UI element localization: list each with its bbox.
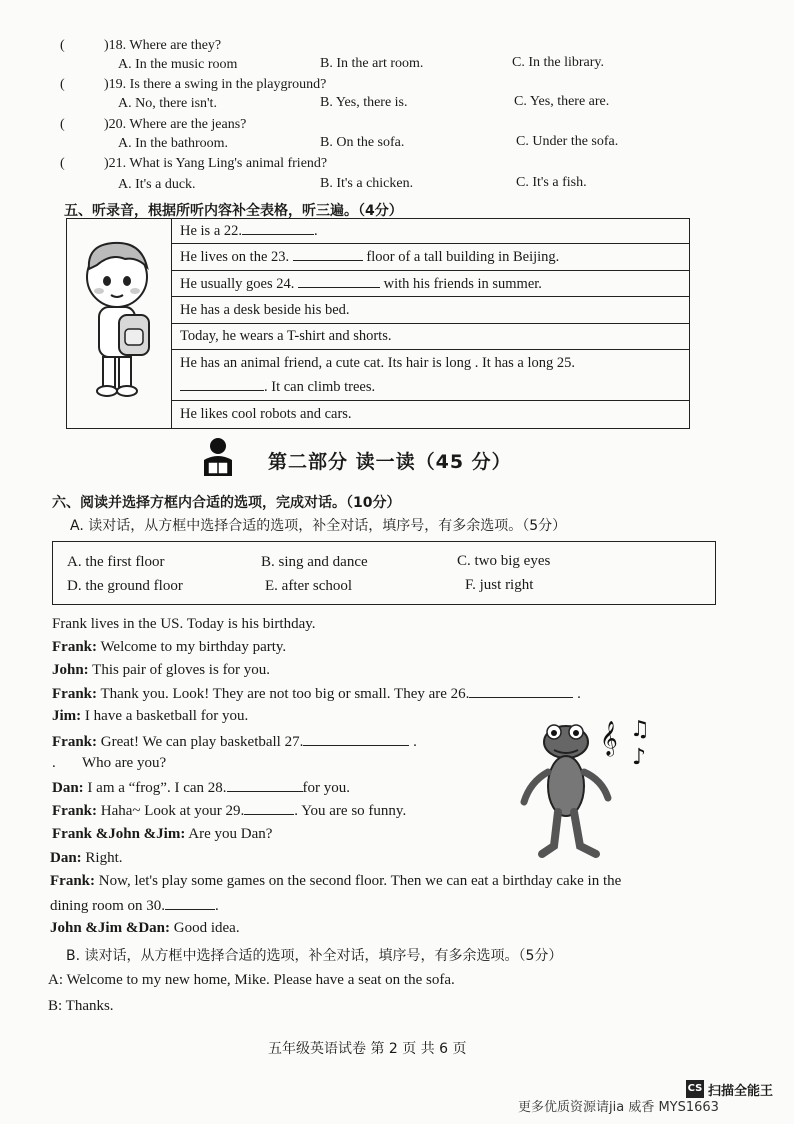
option-item: F. just right xyxy=(465,577,534,593)
option-b: B. It's a chicken. xyxy=(320,176,414,191)
dialogue-line xyxy=(50,873,621,890)
line-text: I have a basketball for you. xyxy=(81,708,249,724)
answer-blank[interactable] xyxy=(303,733,409,746)
resource-note: 更多优质资源请jia 威香 MYS1663 xyxy=(518,1100,719,1115)
dialogue-line xyxy=(50,850,123,867)
option-a: A. It's a duck. xyxy=(118,177,196,192)
speaker: John: xyxy=(52,662,89,678)
speaker: Dan: xyxy=(52,780,84,796)
speaker: Frank: xyxy=(52,639,97,655)
line-text: Now, let's play some games on the second floor. Then we can eat a birthday cake in the xyxy=(95,873,622,889)
scanner-label: 扫描全能王 xyxy=(708,1084,774,1099)
svg-text:♫: ♫ xyxy=(630,717,650,742)
row-text: Today, he wears a T-shirt and shorts. xyxy=(180,328,392,345)
dialogue-line xyxy=(52,826,272,843)
part2-title: 第二部分 读一读（45 分） xyxy=(268,451,512,473)
table-row xyxy=(172,323,690,350)
option-item: B. sing and dance xyxy=(261,554,368,570)
question-stem: )18. Where are they? xyxy=(104,38,222,53)
answer-blank[interactable] xyxy=(293,248,363,261)
svg-text:♪: ♪ xyxy=(632,745,647,770)
row-text: He usually goes 24. xyxy=(180,275,295,292)
line-text: Good idea. xyxy=(170,920,240,936)
line-text: Great! We can play basketball 27. xyxy=(97,734,304,750)
dialogue-line xyxy=(52,662,270,679)
table-row xyxy=(172,401,690,429)
option-a: A. No, there isn't. xyxy=(118,96,217,111)
dialogue-line: Frank: Thank you. Look! They are not too big or small. They are 26. . xyxy=(52,686,581,702)
dialogue-line xyxy=(52,802,406,820)
svg-text:𝄞: 𝄞 xyxy=(600,721,618,756)
table-row xyxy=(172,350,690,401)
option-a: A. In the music room xyxy=(118,57,238,72)
dialogue-line xyxy=(52,639,286,656)
option-c: C. In the library. xyxy=(512,55,605,70)
scanner-logo-icon: CS xyxy=(686,1080,704,1098)
answer-blank[interactable] xyxy=(242,222,314,235)
table-row xyxy=(172,219,690,244)
option-b: B. Yes, there is. xyxy=(320,95,408,110)
line-text: Are you Dan? xyxy=(185,826,273,842)
speaker: John &Jim &Dan: xyxy=(50,920,171,936)
speaker: Jim: xyxy=(52,708,82,724)
line-text: Right. xyxy=(81,850,123,866)
line-text: . You are so funny. xyxy=(294,803,407,819)
question-stem: )20. Where are the jeans? xyxy=(104,117,247,132)
section5-heading: 五、听录音，根据所听内容补全表格，听三遍。（4分） xyxy=(64,203,403,219)
answer-paren[interactable]: ( xyxy=(60,117,65,132)
option-a: A. In the bathroom. xyxy=(118,136,229,151)
line-text: dining room on 30. xyxy=(50,898,165,914)
option-item: D. the ground floor xyxy=(67,578,183,594)
dialogue-line xyxy=(50,920,240,937)
reading-person-icon xyxy=(196,436,240,480)
line-text: I am a “frog”. I can 28. xyxy=(83,780,227,796)
row-text: He is a 22. xyxy=(180,223,243,240)
speaker: Frank &John &Jim: xyxy=(52,826,186,842)
answer-blank[interactable] xyxy=(469,685,573,698)
section6-heading: 六、阅读并选择方框内合适的选项，完成对话。（10分） xyxy=(52,495,401,511)
option-item: C. two big eyes xyxy=(457,553,551,569)
singing-frog-icon xyxy=(520,712,666,862)
dialogue-line xyxy=(52,708,248,725)
table-row xyxy=(172,270,690,297)
option-c: C. Under the sofa. xyxy=(516,134,619,149)
answer-paren[interactable]: ( xyxy=(60,156,65,171)
line-text: Welcome to my birthday party. xyxy=(97,639,287,655)
table-row xyxy=(172,297,690,324)
listening-table xyxy=(66,218,690,429)
table-row xyxy=(172,244,690,271)
row-text: He likes cool robots and cars. xyxy=(180,406,352,423)
question-stem: )21. What is Yang Ling's animal friend? xyxy=(104,156,328,171)
line-text: Who are you? xyxy=(82,755,167,771)
option-c: C. It's a fish. xyxy=(516,175,587,190)
answer-blank[interactable] xyxy=(244,802,294,815)
page-footer: 五年级英语试卷 第 2 页 共 6 页 xyxy=(268,1041,467,1057)
dialogue-line xyxy=(52,779,350,797)
speaker: Frank: xyxy=(50,873,95,889)
row-text: with his friends in summer. xyxy=(380,275,542,292)
row-text: He lives on the 23. xyxy=(180,249,290,266)
answer-blank[interactable] xyxy=(180,378,264,391)
dialogue-line: . Who are you? xyxy=(52,755,167,771)
speaker: Frank: xyxy=(52,734,97,750)
boy-illustration xyxy=(67,219,172,429)
row-text: . It can climb trees. xyxy=(264,379,376,396)
speaker: Dan: xyxy=(50,850,82,866)
dialogue-line: dining room on 30. . xyxy=(50,898,219,914)
boy-with-backpack-icon xyxy=(67,219,171,423)
option-b: B. In the art room. xyxy=(320,56,424,71)
row-text: He has a desk beside his bed. xyxy=(180,301,350,318)
row-text: He has an animal friend, a cute cat. Its hair is long . It has a long 25. xyxy=(180,355,576,372)
answer-paren[interactable]: ( xyxy=(60,38,65,53)
dialogue-intro: Frank lives in the US. Today is his birthday. xyxy=(52,616,316,632)
option-c: C. Yes, there are. xyxy=(514,94,610,109)
row-text: . xyxy=(314,223,318,240)
line-text: for you. xyxy=(302,780,351,796)
row-text: floor of a tall building in Beijing. xyxy=(362,249,560,266)
line-text: Haha~ Look at your 29. xyxy=(97,803,245,819)
option-b: B. On the sofa. xyxy=(320,135,405,150)
question-stem: )19. Is there a swing in the playground? xyxy=(104,77,327,92)
answer-blank[interactable] xyxy=(165,897,215,910)
option-item: A. the first floor xyxy=(67,554,165,570)
dialogue-line: Frank: Great! We can play basketball 27. . xyxy=(52,734,417,750)
dialogue-line: A: Welcome to my new home, Mike. Please have a seat on the sofa. xyxy=(48,972,455,988)
answer-blank[interactable] xyxy=(298,275,380,288)
section6-subB: B. 读对话，从方框中选择合适的选项，补全对话，填序号，有多余选项。（5分） xyxy=(66,948,563,964)
section6-subA: A. 读对话，从方框中选择合适的选项，补全对话，填序号，有多余选项。（5分） xyxy=(70,518,567,534)
dialogue-line: B: Thanks. xyxy=(48,998,114,1014)
option-item: E. after school xyxy=(265,578,353,594)
line-text: Thank you. Look! They are not too big or small. They are 26. xyxy=(97,686,470,702)
answer-blank[interactable] xyxy=(227,779,303,792)
answer-paren[interactable]: ( xyxy=(60,77,65,92)
speaker: Frank: xyxy=(52,686,97,702)
line-text: This pair of gloves is for you. xyxy=(88,662,271,678)
speaker: Frank: xyxy=(52,803,97,819)
option-box xyxy=(52,541,716,605)
